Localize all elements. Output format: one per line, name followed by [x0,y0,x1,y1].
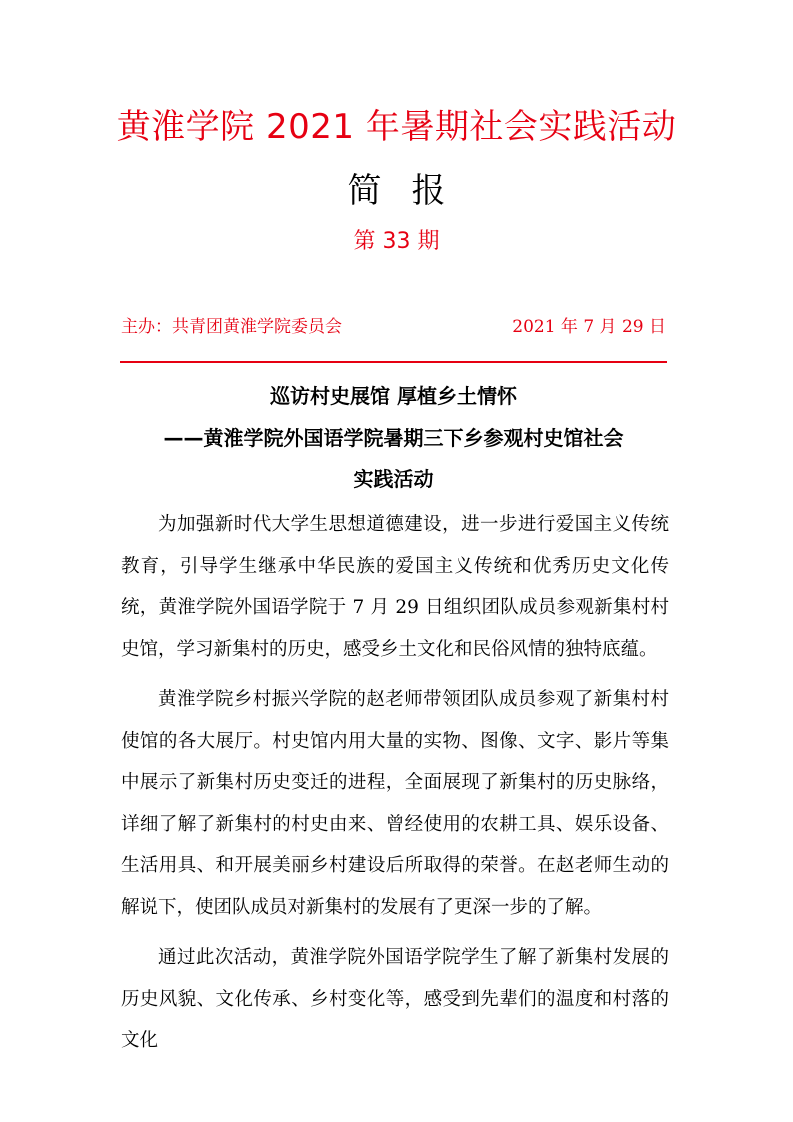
bulletin-subtitle [0,168,793,214]
issue-date: 2021 年 7 月 29 日 [512,317,666,337]
body-paragraph: 黄淮学院乡村振兴学院的赵老师带领团队成员参观了新集村村使馆的各大展厅。村史馆内用大量的实物、图像、文字、影片等集中展示了新集村历史变迁的进程，全面展现了新集村的历史脉络，详细了解了新集村的村史由来、曾经使用的农耕工具、娱乐设备、生活用具、和开展美丽乡村建设后所取得的荣誉。在赵老师生动的解说下，使团队成员对新集村的发展有了更深一步的了解。 [121,689,669,918]
sponsor-line: 主办：共青团黄淮学院委员会 [121,317,342,337]
subtitle-char: 报 [411,171,446,211]
bulletin-title: 黄淮学院 2021 年暑期社会实践活动 [116,107,677,147]
header-divider [120,361,667,363]
article-subtitle-continued: 实践活动 [353,467,434,491]
article-title: 巡访村史展馆 厚植乡土情怀 [270,384,517,408]
meta-row [121,313,666,341]
issue-number: 第 33 期 [353,229,440,254]
body-paragraph: 为加强新时代大学生思想道德建设，进一步进行爱国主义传统教育，引导学生继承中华民族的爱国主义传统和优秀历史文化传统，黄淮学院外国语学院于 7 月 29 日组织团队成员参观新集村村史馆，学习新集村的历史，感受乡土文化和民俗风情的独特底蕴。 [121,514,669,660]
article-body [121,504,669,1062]
article-subtitle: ——黄淮学院外国语学院暑期三下乡参观村史馆社会 [163,426,624,450]
subtitle-char: 简 [347,171,382,211]
body-paragraph: 通过此次活动，黄淮学院外国语学院学生了解了新集村发展的历史风貌、文化传承、乡村变化等，感受到先辈们的温度和村落的文化 [121,947,669,1051]
